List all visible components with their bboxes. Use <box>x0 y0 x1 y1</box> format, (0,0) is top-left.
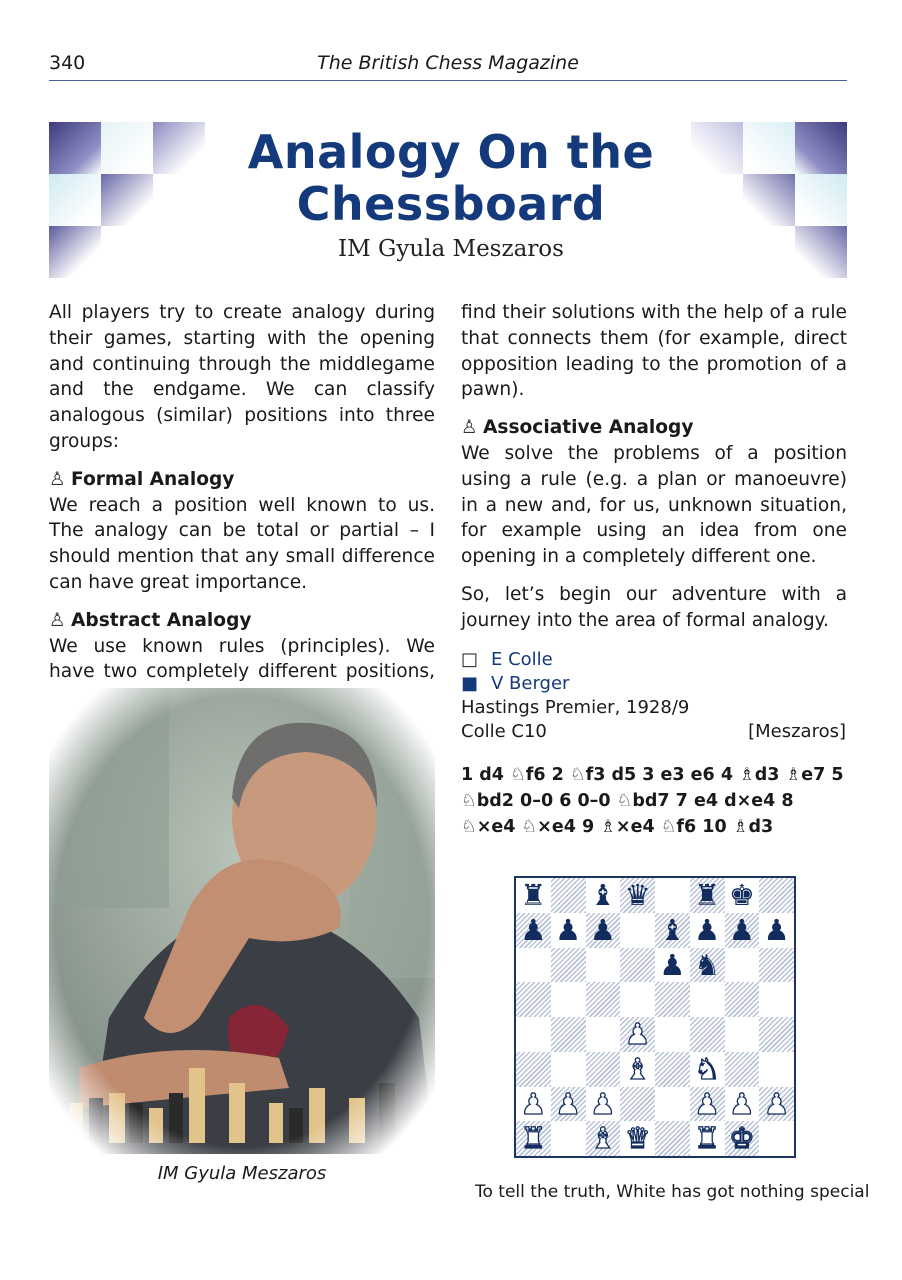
board-square-g6 <box>725 948 760 983</box>
title-line-2: Chessboard <box>296 177 606 231</box>
black-rook-icon: ♜ <box>694 878 721 912</box>
pawn-icon: ♙ <box>49 468 66 490</box>
board-square-h3 <box>759 1052 794 1087</box>
title-line-1: Analogy On the <box>247 125 655 179</box>
white-rook-icon: ♜ <box>520 1121 547 1156</box>
board-square-h4 <box>759 1017 794 1052</box>
white-square-icon: □ <box>461 649 479 670</box>
board-square-b4 <box>551 1017 586 1052</box>
pawn-icon: ♙ <box>49 609 66 631</box>
formal-analogy-text: We reach a position well known to us. The analogy can be total or partial – I should mention that any small difference can have great importance. <box>49 494 435 593</box>
chess-diagram <box>514 876 796 1158</box>
black-queen-icon: ♛ <box>624 878 651 912</box>
board-square-h5 <box>759 982 794 1017</box>
board-square-d5 <box>620 982 655 1017</box>
author-photo-illustration <box>49 688 435 1154</box>
article-author: IM Gyula Meszaros <box>338 236 564 262</box>
intro-paragraph: All players try to create analogy during their games, starting with the opening and continuing through the middlegame and the endgame. We can classify analogous (similar) positions into three groups: <box>49 302 435 452</box>
black-pawn-icon: ♟ <box>589 912 616 947</box>
board-square-e5 <box>655 982 690 1017</box>
black-bishop-icon: ♝ <box>659 912 686 947</box>
board-square-e4 <box>655 1017 690 1052</box>
board-square-f5 <box>690 982 725 1017</box>
formal-analogy-heading: ♙ Formal Analogy <box>49 467 435 493</box>
board-square-c6 <box>586 948 621 983</box>
article-title <box>0 126 902 230</box>
board-square-b6 <box>551 948 586 983</box>
black-pawn-icon: ♟ <box>659 947 686 982</box>
board-square-d7 <box>620 913 655 948</box>
board-square-b5 <box>551 982 586 1017</box>
white-pawn-icon: ♟ <box>694 1086 721 1121</box>
left-column <box>49 300 435 711</box>
continued-paragraph: find their solutions with the help of a rule that connects them (for example, direct opposition leading to the promotion of a pawn). <box>461 302 847 401</box>
board-square-g5 <box>725 982 760 1017</box>
black-player-line <box>461 672 846 696</box>
photo-caption: IM Gyula Meszaros <box>157 1163 327 1184</box>
white-pawn-icon: ♟ <box>728 1086 755 1121</box>
white-king-icon: ♚ <box>728 1121 755 1156</box>
black-knight-icon: ♞ <box>694 947 721 982</box>
game-annotator: [Meszaros] <box>748 721 846 742</box>
board-square-g4 <box>725 1017 760 1052</box>
board-square-c4 <box>586 1017 621 1052</box>
board-square-a4 <box>516 1017 551 1052</box>
board-square-d2 <box>620 1087 655 1122</box>
board-square-b3 <box>551 1052 586 1087</box>
associative-analogy-heading: ♙ Associative Analogy <box>461 415 847 441</box>
white-rook-icon: ♜ <box>694 1121 721 1156</box>
black-rook-icon: ♜ <box>520 878 547 912</box>
black-king-icon: ♚ <box>728 878 755 912</box>
white-pawn-icon: ♟ <box>763 1086 790 1121</box>
white-pawn-icon: ♟ <box>624 1017 651 1051</box>
board-square-f4 <box>690 1017 725 1052</box>
board-square-e1 <box>655 1121 690 1156</box>
white-bishop-icon: ♝ <box>624 1051 651 1086</box>
black-pawn-icon: ♟ <box>694 912 721 947</box>
board-square-d6 <box>620 948 655 983</box>
board-square-a3 <box>516 1052 551 1087</box>
board-square-e2 <box>655 1087 690 1122</box>
white-player: E Colle <box>491 649 553 670</box>
board-square-e8 <box>655 878 690 913</box>
game-event: Hastings Premier, 1928/9 <box>461 697 690 718</box>
board-square-c5 <box>586 982 621 1017</box>
trailing-text: To tell the truth, White has got nothing special <box>475 1182 870 1202</box>
board-square-c3 <box>586 1052 621 1087</box>
white-queen-icon: ♛ <box>624 1121 651 1156</box>
white-pawn-icon: ♟ <box>520 1086 547 1121</box>
black-pawn-icon: ♟ <box>728 912 755 947</box>
white-pawn-icon: ♟ <box>589 1086 616 1121</box>
black-pawn-icon: ♟ <box>520 912 547 947</box>
board-square-b8 <box>551 878 586 913</box>
associative-analogy-text: We solve the problems of a position using a rule (e.g. a plan or manoeuvre) in a new and, for us, unknown situation, for example using an idea from one opening in a completely different one. <box>461 442 847 568</box>
white-knight-icon: ♞ <box>694 1051 721 1086</box>
black-pawn-icon: ♟ <box>763 912 790 947</box>
board-square-e3 <box>655 1052 690 1087</box>
white-player-line <box>461 648 846 672</box>
game-moves: 1 d4 ♘f6 2 ♘f3 d5 3 e3 e6 4 ♗d3 ♗e7 5 ♘bd2 0–0 6 0–0 ♘bd7 7 e4 d×e4 8 ♘×e4 ♘×e4 9 ♗×e4 ♘f6 10 ♗d3 <box>461 765 844 837</box>
board-square-a6 <box>516 948 551 983</box>
game-opening-line <box>461 720 846 744</box>
black-player: V Berger <box>491 673 570 694</box>
page-header <box>49 50 847 81</box>
board-square-g3 <box>725 1052 760 1087</box>
game-opening: Colle C10 <box>461 721 547 742</box>
right-column <box>461 300 847 634</box>
game-header <box>461 648 846 744</box>
board-square-h6 <box>759 948 794 983</box>
author-photo <box>49 688 435 1154</box>
board-square-b1 <box>551 1121 586 1156</box>
board-square-a5 <box>516 982 551 1017</box>
pawn-icon: ♙ <box>461 417 478 439</box>
closing-paragraph: So, let’s begin our adventure with a journey into the area of formal analogy. <box>461 583 847 631</box>
black-square-icon: ■ <box>461 673 479 694</box>
abstract-analogy-heading: ♙ Abstract Analogy <box>49 608 435 634</box>
black-bishop-icon: ♝ <box>589 878 616 912</box>
page-number: 340 <box>49 52 86 74</box>
running-title: The British Chess Magazine <box>317 52 579 74</box>
board-square-h1 <box>759 1121 794 1156</box>
board-square-h8 <box>759 878 794 913</box>
white-bishop-icon: ♝ <box>589 1121 616 1156</box>
abstract-analogy-text: We use known rules (principles). We have two completely different positions, <box>49 635 435 683</box>
white-pawn-icon: ♟ <box>555 1086 582 1121</box>
black-pawn-icon: ♟ <box>555 912 582 947</box>
